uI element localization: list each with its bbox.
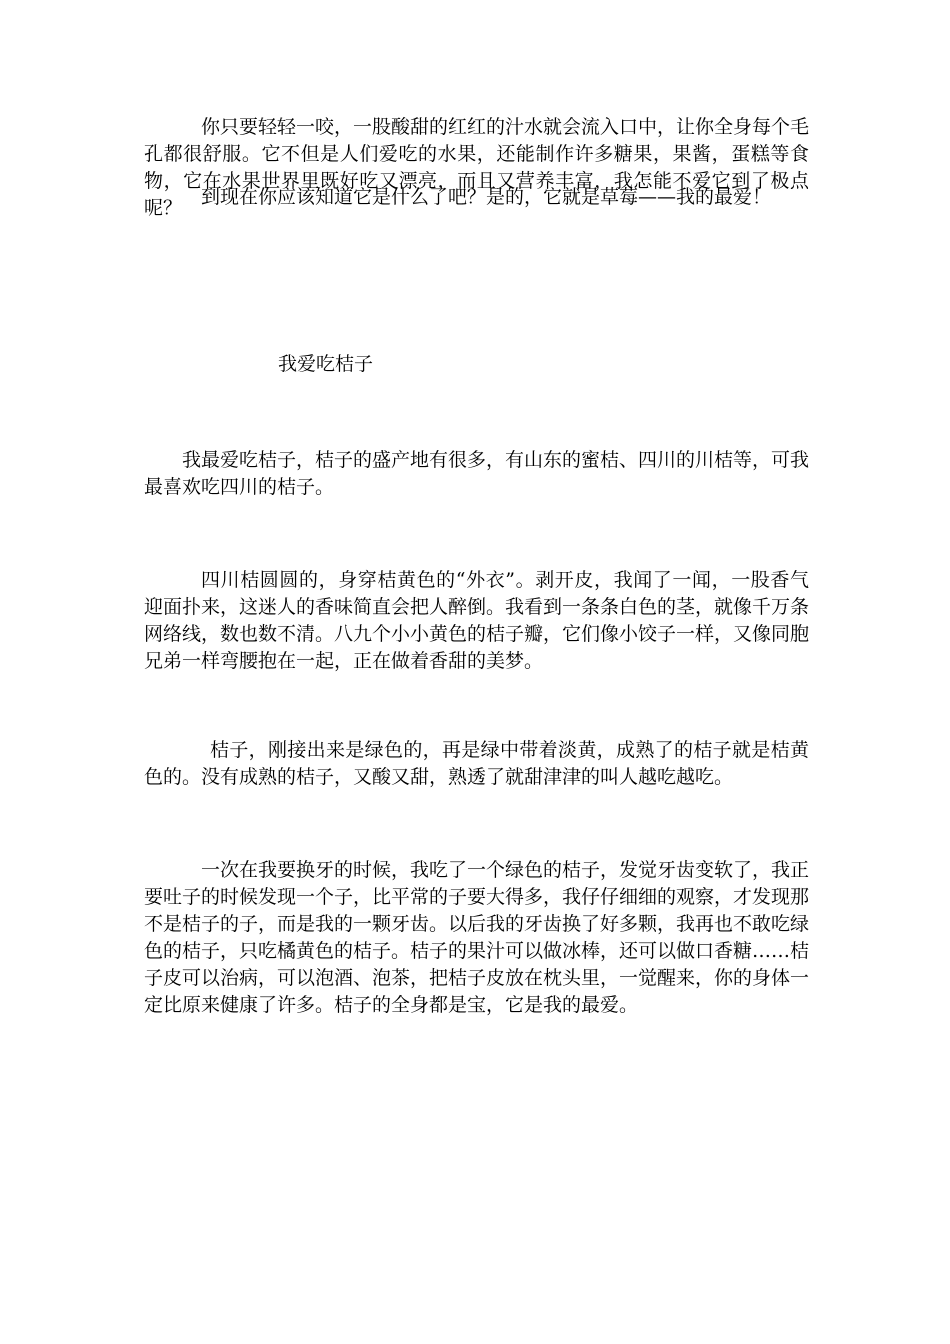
paragraph-appearance: 四川桔圆圆的，身穿桔黄色的“外衣”。剥开皮，我闻了一闻，一股香气迎面扑来，这迷人的香味简直会把人醉倒。我看到一条条白色的茎，就像千万条网络线，数也数不清。八九个小小黄色的桔子瓣，它们像小饺子一样，又像同胞兄弟一样弯腰抱在一起，正在做着香甜的美梦。 — [144, 569, 810, 672]
paragraph-intro: 我最爱吃桔子，桔子的盛产地有很多，有山东的蜜桔、四川的川桔等，可我最喜欢吃四川的桔子。 — [144, 449, 810, 498]
essay-title: 我爱吃桔子 — [278, 353, 374, 375]
paragraph-color: 桔子，刚接出来是绿色的，再是绿中带着淡黄，成熟了的桔子就是桔黄色的。没有成熟的桔子，又酸又甜，熟透了就甜津津的叫人越吃越吃。 — [144, 739, 809, 788]
paragraph-story: 一次在我要换牙的时候，我吃了一个绿色的桔子，发觉牙齿变软了，我正要吐子的时候发现一个子，比平常的子要大得多，我仔仔细细的观察，才发现那不是桔子的子，而是我的一颗牙齿。以后我的牙齿换了好多颗，我再也不敢吃绿色的桔子，只吃橘黄色的桔子。桔子的果汁可以做冰棒，还可以做口香糖……桔子皮可以治病，可以泡酒、泡茶，把桔子皮放在枕头里，一觉醒来，你的身体一定比原来健康了许多。桔子的全身都是宝，它是我的最爱。 — [144, 859, 810, 1016]
paragraph-strawberry-conclusion: 到现在你应该知道它是什么了吧？是的，它就是草莓——我的最爱！ — [201, 186, 772, 208]
paragraph-strawberry-description: 你只要轻轻一咬，一股酸甜的红红的汁水就会流入口中，让你全身每个毛孔都很舒服。它不但是人们爱吃的水果，还能制作许多糖果，果酱，蛋糕等食物，它在水果世界里既好吃又漂亮，而且又营养丰富，我怎能不爱它到了极点呢？ — [144, 116, 810, 219]
